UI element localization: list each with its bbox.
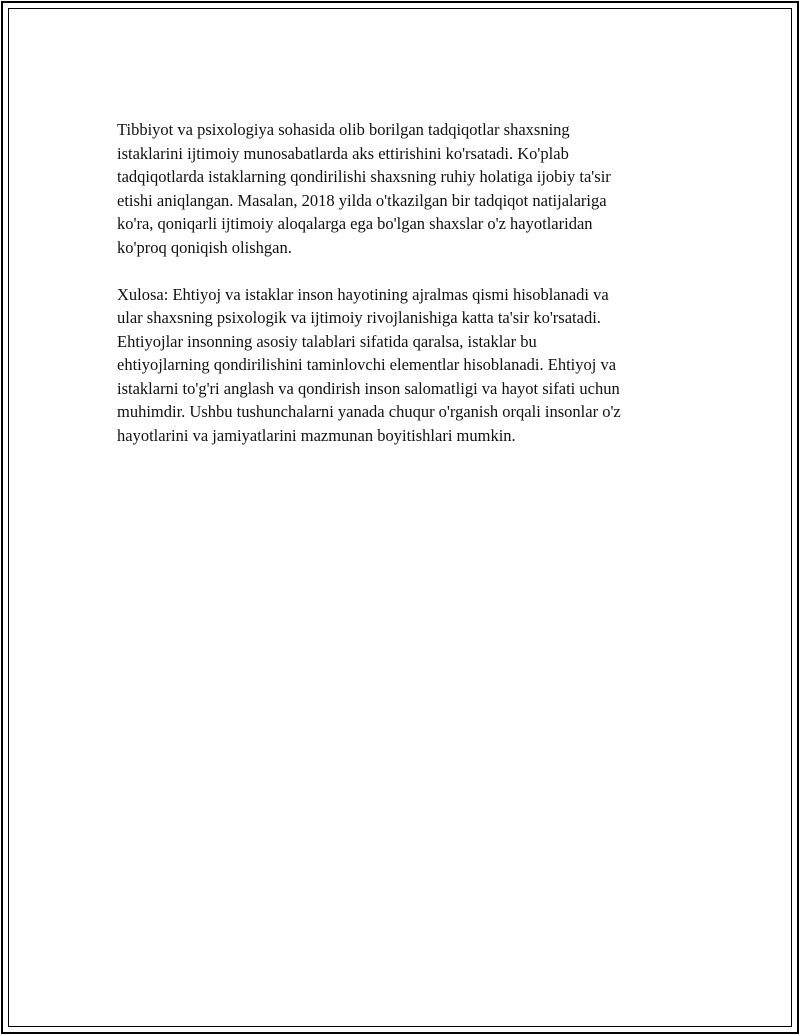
text-line: muhimdir. Ushbu tushunchalarni yanada chuqur o'rganish orqali insonlar o'z bbox=[117, 402, 621, 421]
paragraph-conclusion bbox=[117, 283, 697, 448]
text-line: ular shaxsning psixologik va ijtimoiy rivojlanishiga katta ta'sir ko'rsatadi. bbox=[117, 308, 601, 327]
text-line: tadqiqotlarda istaklarning qondirilishi shaxsning ruhiy holatiga ijobiy ta'sir bbox=[117, 167, 611, 186]
text-line: istaklarini ijtimoiy munosabatlarda aks ettirishini ko'rsatadi. Ko'plab bbox=[117, 143, 569, 163]
text-line: istaklarni to'g'ri anglash va qondirish inson salomatligi va hayot sifati uchun bbox=[117, 378, 620, 398]
text-line: Xulosa: Ehtiyoj va istaklar inson hayotining ajralmas qismi hisoblanadi va bbox=[117, 284, 609, 304]
text-line: hayotlarini va jamiyatlarini mazmunan boyitishlari mumkin. bbox=[117, 425, 516, 445]
text-line: ko'ra, qoniqarli ijtimoiy aloqalarga ega bo'lgan shaxslar o'z hayotlaridan bbox=[117, 214, 593, 233]
text-line: ko'proq qoniqish olishgan. bbox=[117, 237, 292, 257]
text-line: ehtiyojlarning qondirilishini taminlovchi elementlar hisoblanadi. Ehtiyoj va bbox=[117, 355, 617, 374]
document-body bbox=[117, 118, 697, 471]
paragraph-research bbox=[117, 118, 697, 259]
text-line: etishi aniqlangan. Masalan, 2018 yilda o'tkazilgan bir tadqiqot natijalariga bbox=[117, 190, 607, 210]
text-line: Tibbiyot va psixologiya sohasida olib borilgan tadqiqotlar shaxsning bbox=[117, 120, 570, 139]
text-line: Ehtiyojlar insonning asosiy talablari sifatida qaralsa, istaklar bu bbox=[117, 331, 537, 351]
